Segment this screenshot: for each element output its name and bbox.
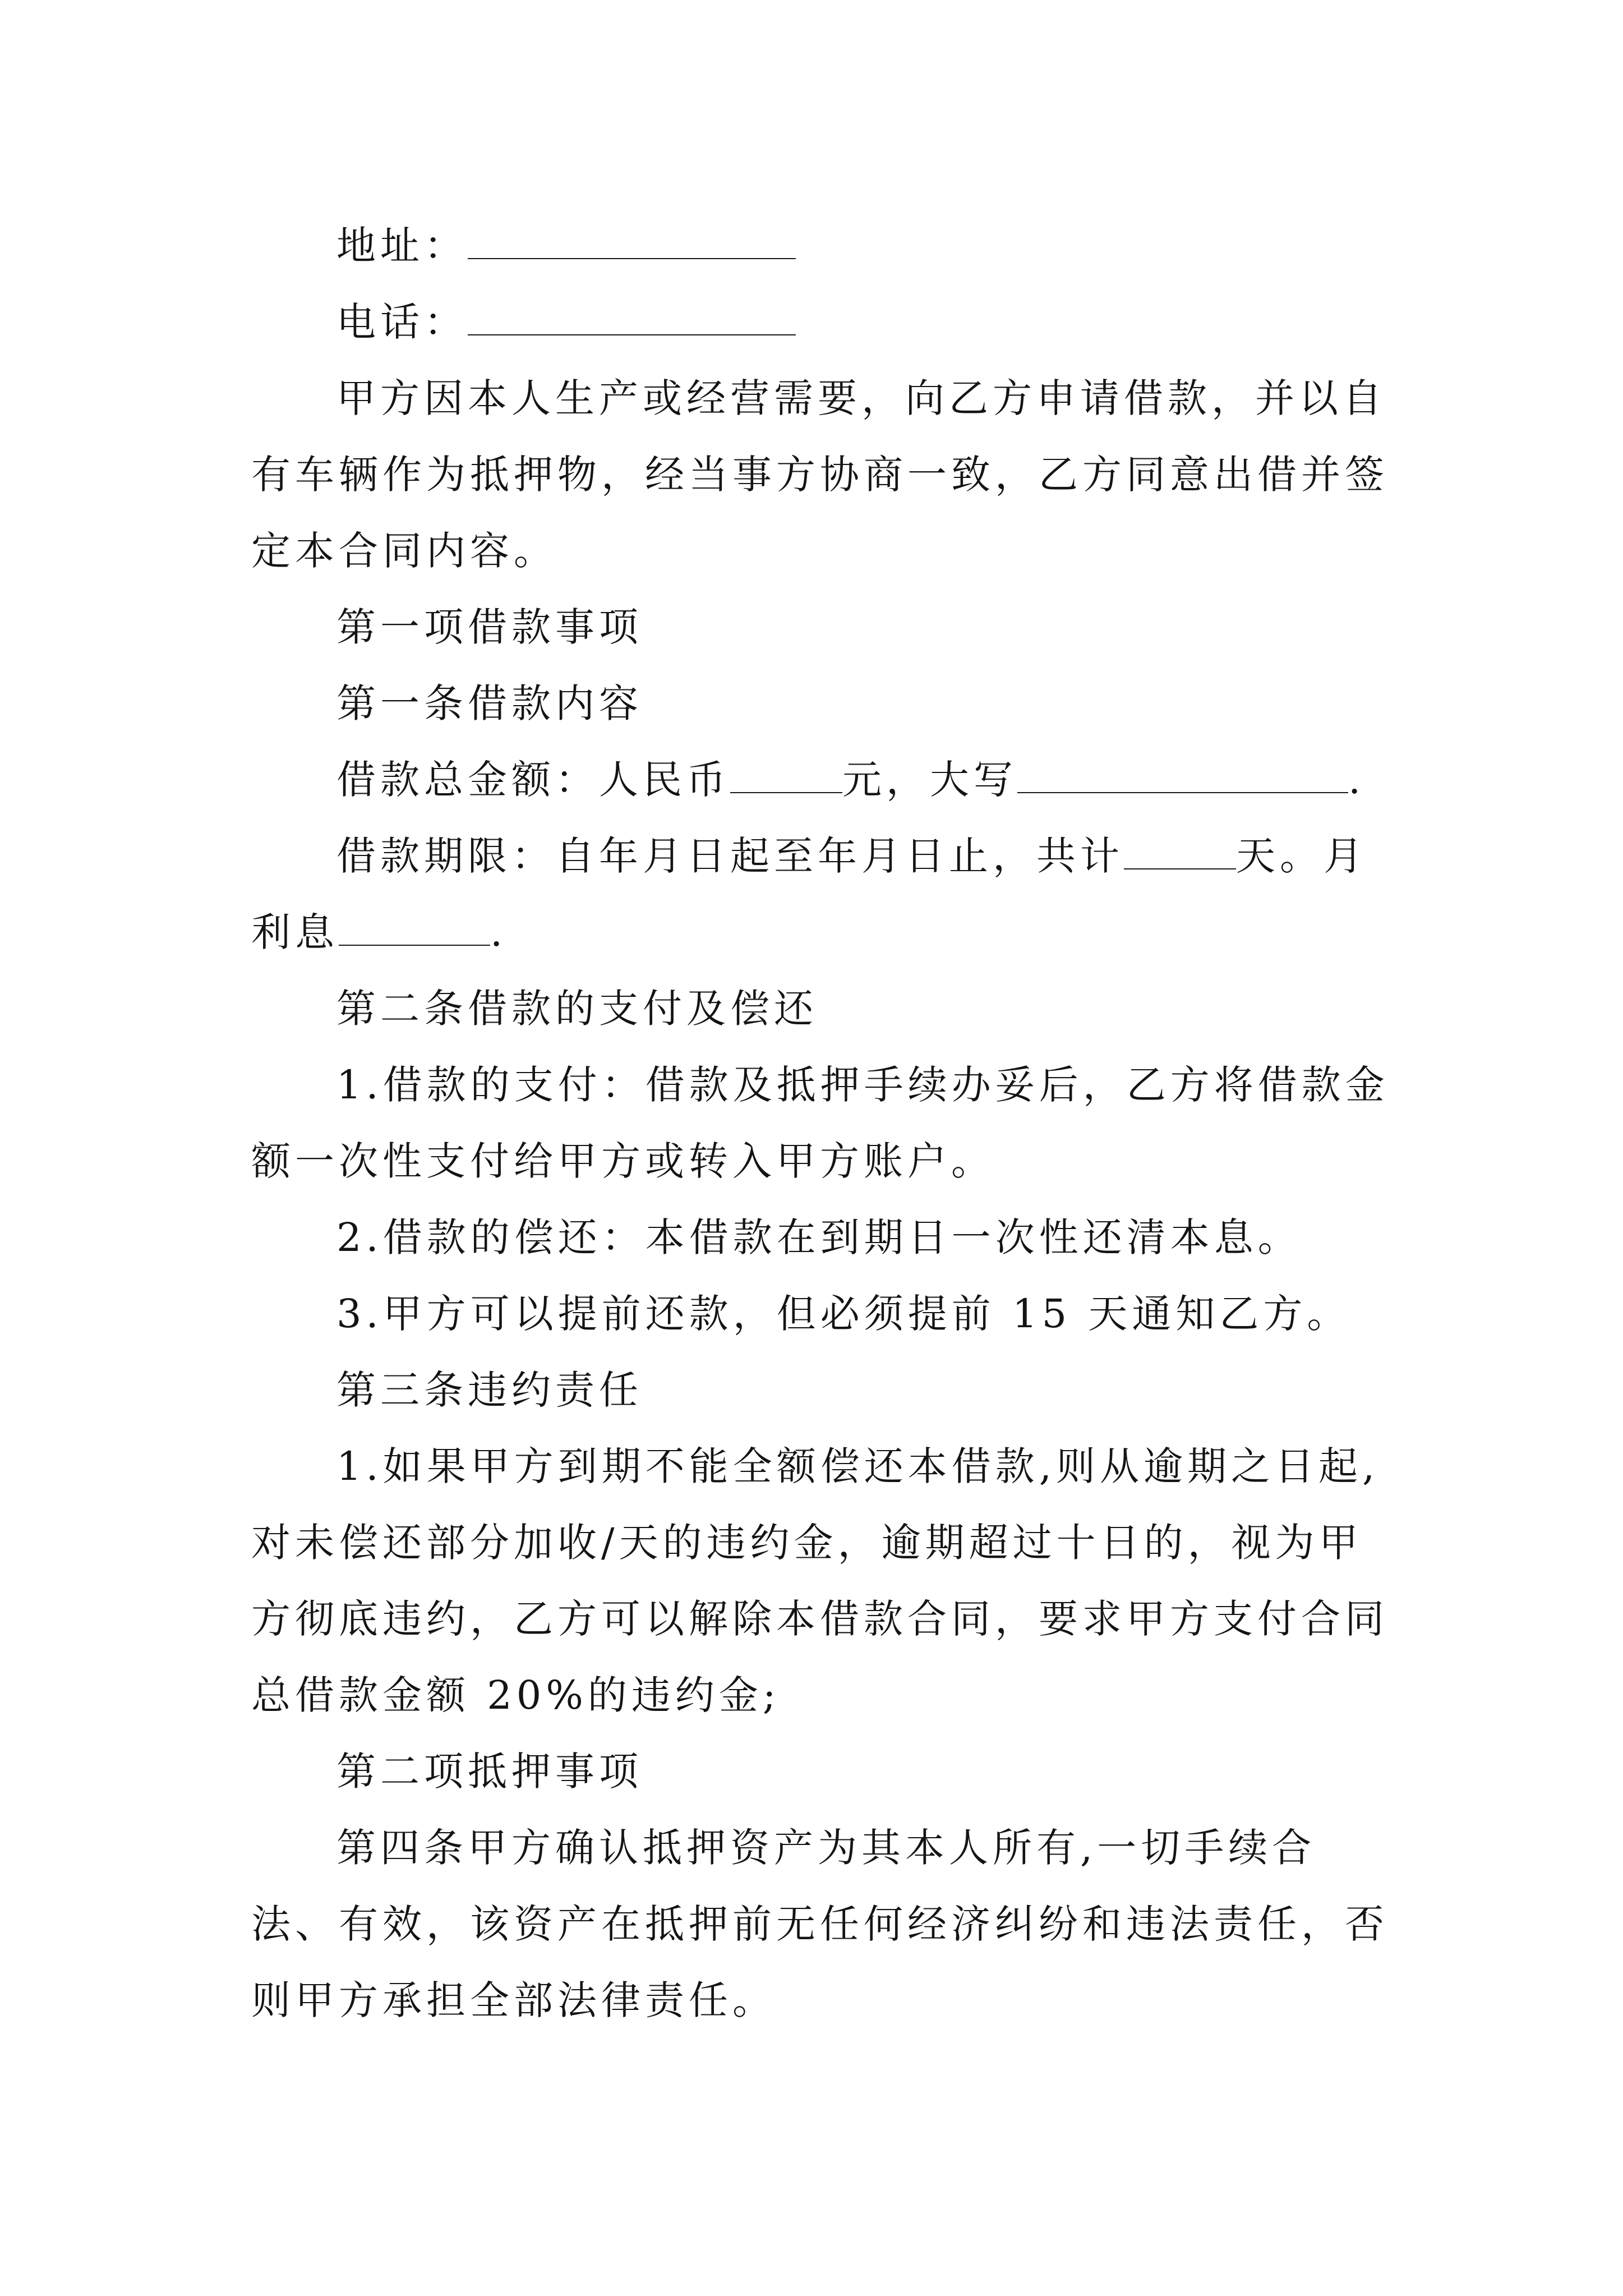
article3-item: 1.如果甲方到期不能全额偿还本借款,则从逾期之日起,对未偿还部分加收/天的违约金，逾期超过十日的，视为甲方彻底违约，乙方可以解除本借款合同，要求甲方支付合同总借款金额 20%的违约金; (251, 1443, 1389, 1718)
article2-item: 2.借款的偿还：本借款在到期日一次性还清本息。 (336, 1214, 1302, 1260)
phone-field (251, 284, 1392, 360)
address-label: 地址： (336, 223, 468, 269)
intro-paragraph: 甲方因本人生产或经营需要，向乙方申请借款，并以自有车辆作为抵押物，经当事方协商一致，乙方同意出借并签定本合同内容。 (251, 375, 1389, 574)
section1-heading: 第一项借款事项 (336, 604, 643, 650)
loan-amount-mid: 元，大写 (842, 757, 1017, 803)
loan-amount-end: . (1348, 757, 1366, 803)
loan-term-line (251, 818, 1392, 970)
loan-amount-blank[interactable] (730, 755, 842, 794)
monthly-interest-blank[interactable] (339, 908, 490, 946)
loan-amount-line (251, 742, 1392, 818)
phone-blank[interactable] (468, 297, 796, 336)
address-blank[interactable] (468, 221, 796, 260)
address-field (251, 208, 1392, 284)
article2-item: 1.借款的支付：借款及抵押手续办妥后，乙方将借款金额一次性支付给甲方或转入甲方账户。 (251, 1062, 1389, 1184)
loan-term-mid: 天。月利息 (251, 833, 1367, 955)
article1-heading: 第一条借款内容 (336, 680, 643, 726)
article2-heading: 第二条借款的支付及偿还 (336, 986, 818, 1032)
article4-paragraph: 第四条甲方确认抵押资产为其本人所有,一切手续合法、有效，该资产在抵押前无任何经济纠纷和违法责任，否则甲方承担全部法律责任。 (251, 1825, 1389, 2023)
section2-heading: 第二项抵押事项 (336, 1749, 643, 1795)
phone-label: 电话： (336, 299, 468, 345)
loan-days-blank[interactable] (1124, 831, 1236, 870)
loan-term-end: . (490, 909, 508, 955)
loan-term-prefix: 借款期限：自年月日起至年月日止，共计 (336, 833, 1124, 879)
loan-amount-prefix: 借款总金额：人民币 (336, 757, 730, 803)
loan-amount-words-blank[interactable] (1017, 755, 1348, 794)
article3-heading: 第三条违约责任 (336, 1367, 643, 1413)
contract-body (251, 208, 1392, 2039)
article2-item: 3.甲方可以提前还款，但必须提前 15 天通知乙方。 (336, 1291, 1351, 1337)
